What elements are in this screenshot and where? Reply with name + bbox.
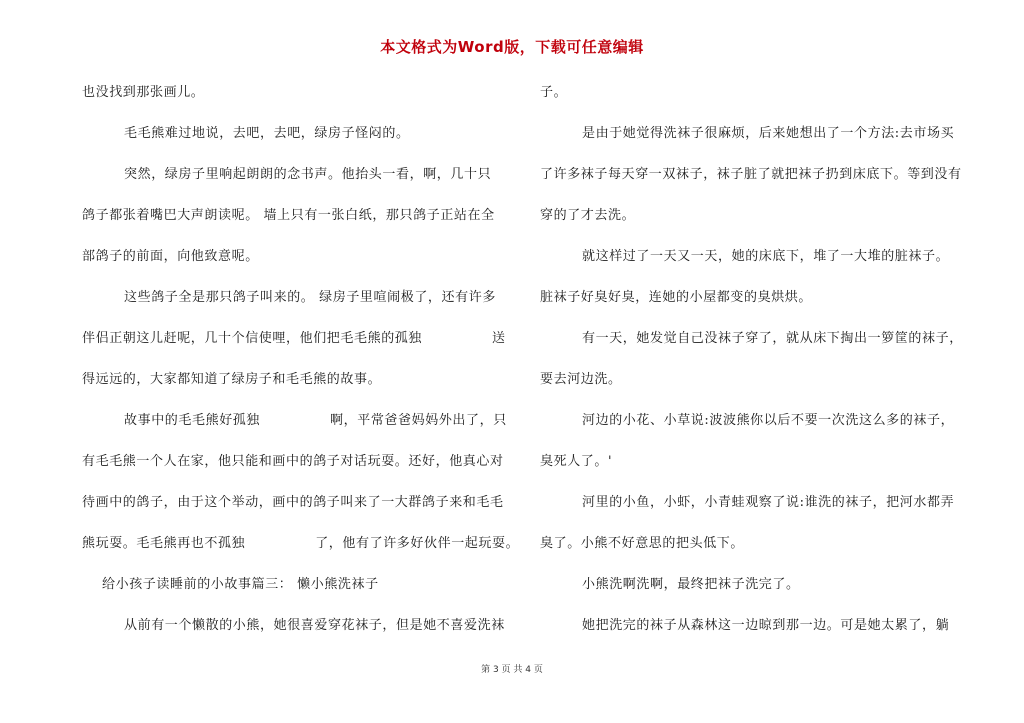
text-line bbox=[82, 406, 507, 447]
page-number: 第 3 页 共 4 页 bbox=[481, 665, 543, 675]
text-line: 脏袜子好臭好臭，连她的小屋都变的臭烘烘。 bbox=[540, 290, 813, 305]
text-line: 河边的小花、小草说:波波熊你以后不要一次洗这么多的袜子， bbox=[582, 413, 955, 428]
document-header: 本文格式为Word版，下载可任意编辑 bbox=[380, 38, 644, 56]
text-line: 这些鸽子全是那只鸽子叫来的。 绿房子里喧闹极了，还有许多 bbox=[124, 290, 496, 305]
text-line: 穿的了才去洗。 bbox=[540, 208, 636, 223]
text-line: 鸽子都张着嘴巴大声朗读呢。 墙上只有一张白纸，那只鸽子正站在全 bbox=[82, 208, 495, 223]
text-segment: 伴侣正朝这儿赶呢，几十个信使哩，他们把毛毛熊的孤独 bbox=[82, 331, 423, 346]
text-line: 就这样过了一天又一天，她的床底下，堆了一大堆的脏袜子。 bbox=[582, 249, 950, 264]
text-line: 毛毛熊难过地说，去吧，去吧，绿房子怪闷的。 bbox=[124, 126, 410, 141]
text-line: 也没找到那张画儿。 bbox=[82, 85, 205, 100]
text-line: 臭死人了。' bbox=[540, 454, 613, 469]
text-segment: 啊，平常爸爸妈妈外出了，只 bbox=[330, 413, 507, 428]
text-line: 她把洗完的袜子从森林这一边晾到那一边。可是她太累了，躺 bbox=[582, 618, 950, 633]
text-segment: 熊玩耍。毛毛熊再也不孤独 bbox=[82, 536, 246, 551]
text-segment: 送 bbox=[492, 331, 506, 346]
section-heading: 给小孩子读睡前的小故事篇三： 懒小熊洗袜子 bbox=[102, 577, 379, 592]
text-line bbox=[82, 324, 506, 365]
text-line: 得远远的，大家都知道了绿房子和毛毛熊的故事。 bbox=[82, 372, 382, 387]
text-line: 有毛毛熊一个人在家，他只能和画中的鸽子对话玩耍。还好，他真心对 bbox=[82, 454, 504, 469]
right-column bbox=[540, 78, 963, 652]
text-line: 突然，绿房子里响起朗朗的念书声。他抬头一看，啊，几十只 bbox=[124, 167, 492, 182]
text-segment: 了，他有了许多好伙伴一起玩耍。 bbox=[315, 536, 520, 551]
text-line bbox=[82, 529, 520, 570]
text-line: 要去河边洗。 bbox=[540, 372, 622, 387]
text-line: 有一天，她发觉自己没袜子穿了，就从床下掏出一箩筐的袜子， bbox=[582, 331, 963, 346]
text-line: 河里的小鱼，小虾，小青蛙观察了说:谁洗的袜子，把河水都弄 bbox=[582, 495, 955, 510]
text-segment: 故事中的毛毛熊好孤独 bbox=[124, 413, 261, 428]
text-line: 是由于她觉得洗袜子很麻烦，后来她想出了一个方法:去市场买 bbox=[582, 126, 955, 141]
text-line: 待画中的鸽子，由于这个举动，画中的鸽子叫来了一大群鸽子来和毛毛 bbox=[82, 495, 504, 510]
text-line: 子。 bbox=[540, 85, 568, 100]
text-line: 了许多袜子每天穿一双袜子，袜子脏了就把袜子扔到床底下。等到没有 bbox=[540, 167, 962, 182]
text-line: 小熊洗啊洗啊，最终把袜子洗完了。 bbox=[582, 577, 800, 592]
left-column bbox=[82, 78, 520, 652]
text-line: 部鸽子的前面，向他致意呢。 bbox=[82, 249, 259, 264]
text-line: 臭了。小熊不好意思的把头低下。 bbox=[540, 536, 745, 551]
text-line: 从前有一个懒散的小熊，她很喜爱穿花袜子，但是她不喜爱洗袜 bbox=[124, 618, 505, 633]
